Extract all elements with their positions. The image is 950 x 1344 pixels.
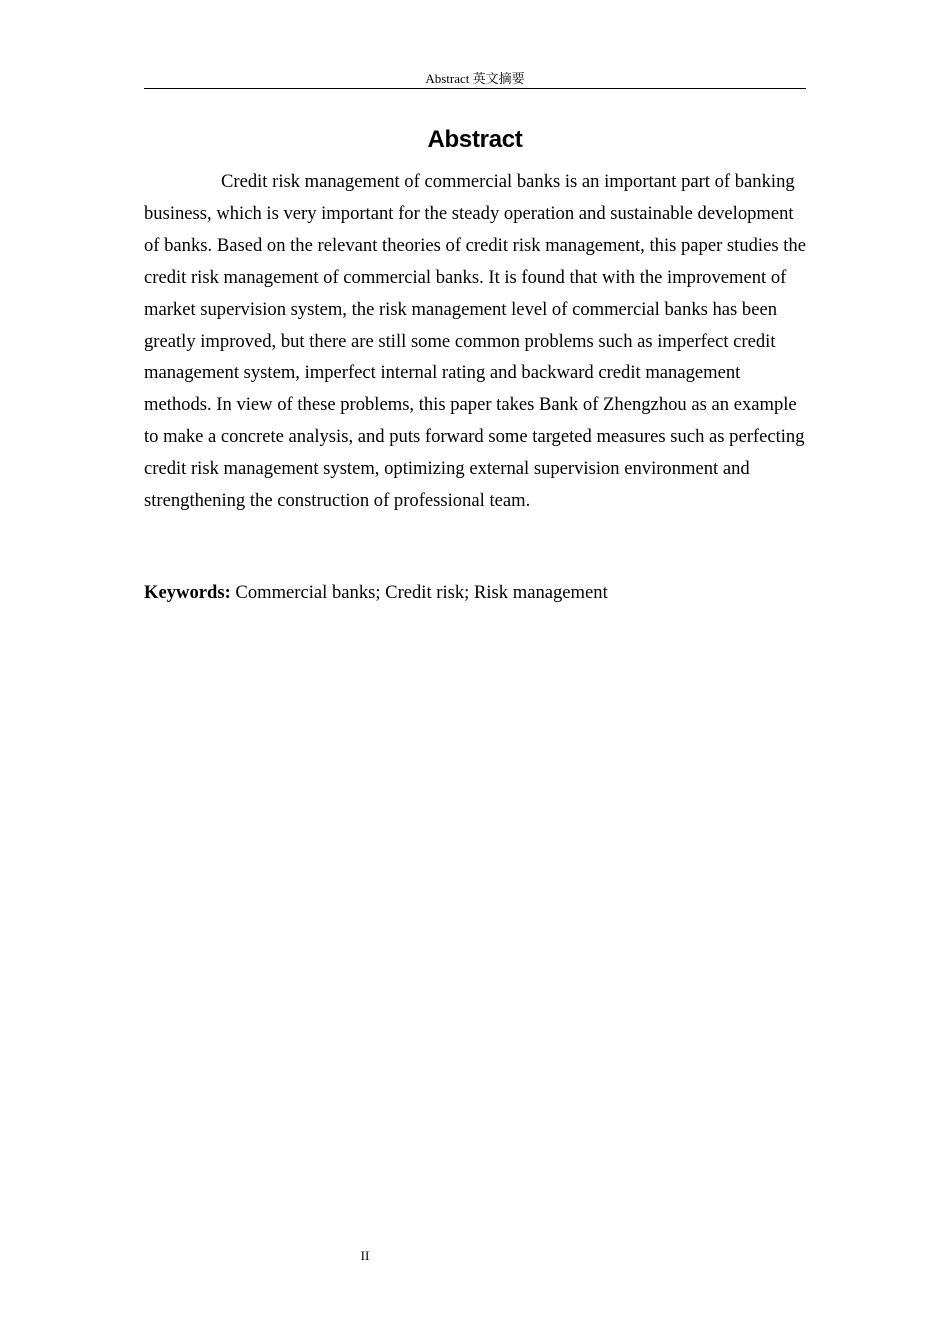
keywords-line bbox=[144, 578, 806, 608]
abstract-heading: Abstract bbox=[427, 126, 523, 153]
header-rule bbox=[144, 88, 806, 89]
running-header: Abstract 英文摘要 bbox=[425, 71, 525, 86]
abstract-body: Credit risk management of commercial banks is an important part of banking business, which is very important for the steady operation and sustainable development of banks. Based on the relevant theories of credit risk management, this paper studies the credit risk management of commercial banks. It is found that with the improvement of market supervision system, the risk management level of commercial banks has been greatly improved, but there are still some common problems such as imperfect credit management system, imperfect internal rating and backward credit management methods. In view of these problems, this paper takes Bank of Zhengzhou as an example to make a concrete analysis, and puts forward some targeted measures such as perfecting credit risk management system, optimizing external supervision environment and strengthening the construction of professional team. bbox=[144, 171, 806, 512]
keywords-text: Commercial banks; Credit risk; Risk management bbox=[230, 582, 608, 603]
page-number: II bbox=[360, 1248, 370, 1263]
keywords-label: Keywords: bbox=[144, 582, 231, 603]
